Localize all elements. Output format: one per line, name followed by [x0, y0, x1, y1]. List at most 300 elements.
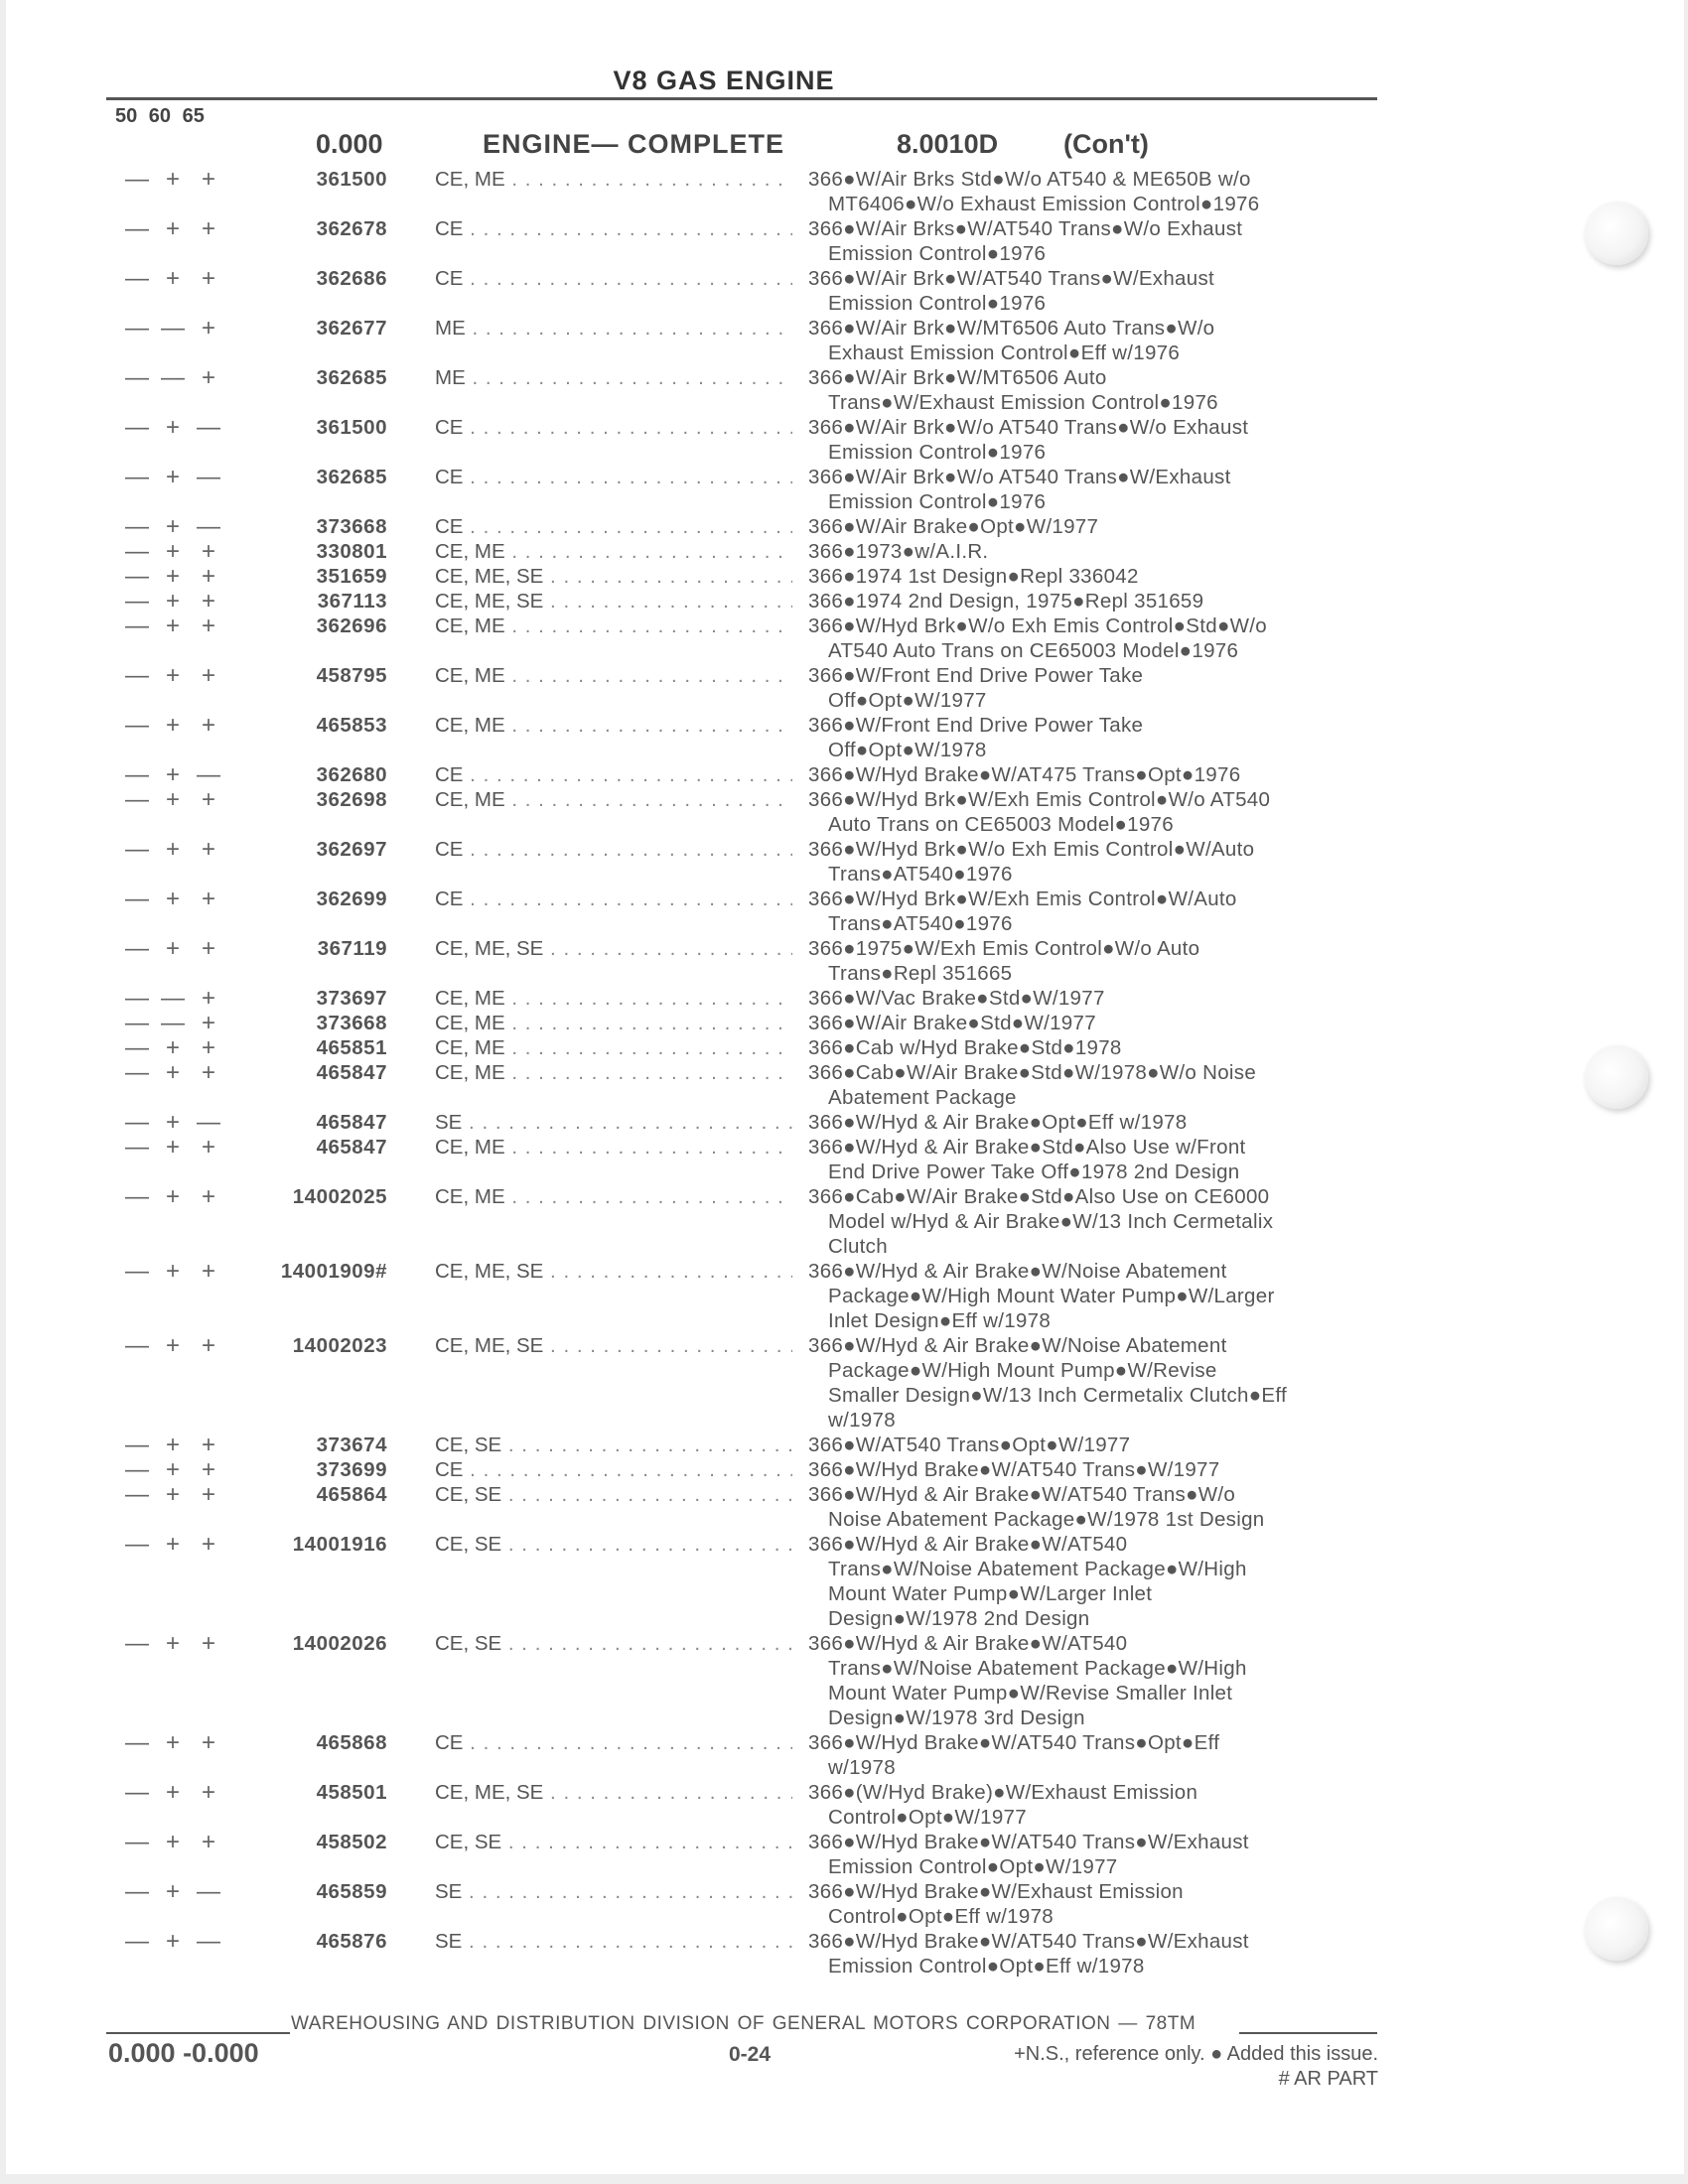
- part-description: [808, 887, 1384, 936]
- part-number: 458502: [316, 1831, 387, 1853]
- description-line: 366●1973●w/A.I.R.: [808, 540, 989, 563]
- part-row: [0, 1259, 1688, 1333]
- section-name: ENGINE— COMPLETE: [483, 129, 785, 159]
- part-description: [808, 1110, 1384, 1135]
- part-description: [808, 266, 1384, 316]
- year-mark: —: [125, 1134, 149, 1160]
- application-models: CE, SE . . .: [435, 1631, 792, 1656]
- year-mark: +: [165, 1729, 180, 1756]
- footer-rule-right: [1239, 2032, 1377, 2034]
- description-line: 366●W/Air Brk●W/o AT540 Trans●W/Exhaust: [808, 466, 1231, 488]
- year-mark: +: [165, 1059, 180, 1086]
- description-line: Emission Control●Opt●Eff w/1978: [828, 1955, 1145, 1978]
- application-models: CE, ME, SE . . .: [435, 1780, 792, 1805]
- year-mark: —: [125, 315, 149, 341]
- part-number: 367119: [317, 937, 387, 960]
- part-number: 465847: [316, 1111, 387, 1134]
- description-line: 366●W/Hyd Brk●W/Exh Emis Control●W/Auto: [808, 887, 1237, 910]
- description-line: Package●W/High Mount Pump●W/Revise: [828, 1359, 1217, 1382]
- part-number: 14002026: [292, 1632, 387, 1655]
- description-line: Emission Control●1976: [828, 242, 1047, 265]
- part-number: 362680: [316, 763, 387, 786]
- part-number: 465876: [316, 1930, 387, 1953]
- part-row: [0, 216, 1688, 266]
- description-line: 366●Cab●W/Air Brake●Std●W/1978●W/o Noise: [808, 1061, 1257, 1084]
- part-number: 373668: [316, 515, 387, 538]
- year-mark: +: [201, 364, 215, 391]
- part-row: [0, 1457, 1688, 1482]
- application-models: CE . . .: [435, 1457, 792, 1482]
- binder-hole: [1585, 1045, 1648, 1109]
- description-line: Design●W/1978 3rd Design: [828, 1706, 1085, 1729]
- year-mark: —: [125, 786, 149, 813]
- description-line: 366●W/Air Brake●Opt●W/1977: [808, 515, 1099, 538]
- part-row: [0, 167, 1688, 216]
- part-description: [808, 787, 1384, 837]
- year-mark: —: [125, 712, 149, 739]
- year-mark: —: [125, 1531, 149, 1558]
- application-models: CE, ME . . .: [435, 1011, 792, 1035]
- year-mark: +: [201, 215, 215, 242]
- description-line: 366●W/Hyd Brake●W/AT540 Trans●W/Exhaust: [808, 1831, 1249, 1853]
- year-mark: —: [125, 538, 149, 565]
- year-mark: —: [125, 1928, 149, 1955]
- part-row: [0, 1060, 1688, 1110]
- application-models: CE, SE . . .: [435, 1830, 792, 1854]
- year-mark: +: [165, 166, 180, 193]
- part-description: [808, 762, 1384, 787]
- year-mark: +: [165, 563, 180, 590]
- year-mark: —: [125, 1630, 149, 1657]
- year-mark: +: [165, 1183, 180, 1210]
- year-mark: —: [125, 1779, 149, 1806]
- year-mark: +: [165, 1878, 180, 1905]
- part-number: 14002023: [292, 1334, 387, 1357]
- year-mark: —: [125, 886, 149, 912]
- year-mark: +: [165, 513, 180, 540]
- application-models: CE . . .: [435, 415, 792, 440]
- description-line: 366●W/AT540 Trans●Opt●W/1977: [808, 1433, 1131, 1456]
- year-mark: —: [125, 836, 149, 863]
- part-number: 362685: [316, 366, 387, 389]
- description-line: 366●Cab w/Hyd Brake●Std●1978: [808, 1036, 1122, 1059]
- application-models: CE, SE . . .: [435, 1532, 792, 1557]
- year-mark: —: [197, 761, 220, 788]
- description-line: 366●W/Hyd & Air Brake●W/Noise Abatement: [808, 1260, 1227, 1283]
- year-mark: +: [165, 464, 180, 490]
- part-number: 373699: [316, 1458, 387, 1481]
- description-line: 366●W/Hyd & Air Brake●Opt●Eff w/1978: [808, 1111, 1188, 1134]
- part-row: [0, 1879, 1688, 1929]
- year-mark: —: [125, 588, 149, 614]
- year-mark: +: [201, 563, 215, 590]
- application-models: CE, ME . . .: [435, 986, 792, 1011]
- description-line: w/1978: [828, 1756, 896, 1779]
- part-description: [808, 589, 1384, 614]
- year-mark: +: [165, 1432, 180, 1458]
- description-line: 366●W/Hyd Brk●W/Exh Emis Control●W/o AT540: [808, 788, 1271, 811]
- year-mark: —: [125, 1034, 149, 1061]
- part-number: 465853: [316, 714, 387, 737]
- section-code: 0.000: [316, 129, 383, 159]
- description-line: Trans●W/Noise Abatement Package●W/High: [828, 1558, 1247, 1580]
- part-number: 362698: [316, 788, 387, 811]
- year-mark: +: [201, 1183, 215, 1210]
- year-mark: +: [201, 1258, 215, 1285]
- description-line: 366●1974 2nd Design, 1975●Repl 351659: [808, 590, 1204, 613]
- parts-list: [0, 167, 1688, 1979]
- application-models: CE, SE . . .: [435, 1482, 792, 1507]
- year-mark: +: [165, 588, 180, 614]
- year-mark: —: [125, 613, 149, 639]
- description-line: 366●W/Hyd Brake●W/AT540 Trans●W/1977: [808, 1458, 1220, 1481]
- year-mark: +: [201, 886, 215, 912]
- description-line: 366●W/Hyd & Air Brake●W/AT540 Trans●W/o: [808, 1483, 1236, 1506]
- footer-group-range: 0.000 -0.000: [108, 2038, 259, 2068]
- description-line: Emission Control●1976: [828, 490, 1047, 513]
- part-row: [0, 316, 1688, 365]
- part-description: [808, 1433, 1384, 1457]
- part-number: 362678: [316, 217, 387, 240]
- year-mark: —: [161, 985, 185, 1012]
- application-models: ME . . .: [435, 316, 792, 341]
- year-mark: +: [201, 1456, 215, 1483]
- application-models: CE, ME, SE . . .: [435, 1259, 792, 1284]
- description-line: Design●W/1978 2nd Design: [828, 1607, 1090, 1630]
- year-mark: —: [125, 1432, 149, 1458]
- part-description: [808, 1333, 1384, 1433]
- part-number: 351659: [316, 565, 387, 588]
- description-line: Trans●AT540●1976: [828, 912, 1013, 935]
- year-mark: —: [125, 464, 149, 490]
- description-line: Emission Control●Opt●W/1977: [828, 1855, 1118, 1878]
- description-line: 366●W/Hyd Brk●W/o Exh Emis Control●W/Auto: [808, 838, 1255, 861]
- header-rule: [106, 97, 1377, 100]
- year-mark: +: [201, 985, 215, 1012]
- part-description: [808, 1780, 1384, 1830]
- part-row: [0, 564, 1688, 589]
- year-mark: +: [165, 265, 180, 292]
- application-models: CE, ME . . .: [435, 167, 792, 192]
- year-mark: —: [125, 1258, 149, 1285]
- part-row: [0, 762, 1688, 787]
- part-description: [808, 1631, 1384, 1730]
- year-mark: +: [201, 1059, 215, 1086]
- year-mark: —: [125, 1010, 149, 1036]
- application-models: CE, ME . . .: [435, 614, 792, 638]
- part-description: [808, 1135, 1384, 1184]
- year-mark: +: [201, 712, 215, 739]
- part-row: [0, 887, 1688, 936]
- part-number: 362686: [316, 267, 387, 290]
- year-mark: +: [165, 1481, 180, 1508]
- description-line: 366●W/Front End Drive Power Take: [808, 664, 1144, 687]
- year-mark: —: [161, 315, 185, 341]
- part-description: [808, 986, 1384, 1011]
- description-line: 366●W/Front End Drive Power Take: [808, 714, 1144, 737]
- part-row: [0, 514, 1688, 539]
- part-description: [808, 465, 1384, 514]
- year-mark: +: [165, 786, 180, 813]
- part-row: [0, 1333, 1688, 1433]
- description-line: End Drive Power Take Off●1978 2nd Design: [828, 1160, 1240, 1183]
- part-number: 362677: [316, 317, 387, 340]
- year-mark: +: [165, 215, 180, 242]
- part-description: [808, 1879, 1384, 1929]
- part-row: [0, 539, 1688, 564]
- year-mark: +: [165, 935, 180, 962]
- part-description: [808, 365, 1384, 415]
- description-line: Trans●AT540●1976: [828, 863, 1013, 886]
- year-mark: —: [125, 563, 149, 590]
- application-models: SE . . .: [435, 1929, 792, 1954]
- application-models: SE . . .: [435, 1879, 792, 1904]
- part-description: [808, 1532, 1384, 1631]
- part-number: 361500: [316, 416, 387, 439]
- description-line: Off●Opt●W/1977: [828, 689, 987, 712]
- year-mark: +: [165, 1829, 180, 1855]
- part-row: [0, 936, 1688, 986]
- application-models: CE, ME, SE . . .: [435, 589, 792, 614]
- part-row: [0, 589, 1688, 614]
- part-number: 465847: [316, 1136, 387, 1159]
- year-mark: —: [125, 265, 149, 292]
- application-models: CE, SE . . .: [435, 1433, 792, 1457]
- part-description: [808, 167, 1384, 216]
- part-row: [0, 1929, 1688, 1979]
- year-mark: —: [161, 364, 185, 391]
- application-models: CE, ME . . .: [435, 713, 792, 738]
- binder-hole: [1585, 1897, 1648, 1961]
- description-line: 366●W/Vac Brake●Std●W/1977: [808, 987, 1105, 1010]
- year-mark: +: [201, 1010, 215, 1036]
- part-number: 458795: [316, 664, 387, 687]
- year-mark: —: [125, 1481, 149, 1508]
- part-row: [0, 1631, 1688, 1730]
- description-line: 366●W/Hyd Brake●W/AT475 Trans●Opt●1976: [808, 763, 1241, 786]
- description-line: Smaller Design●W/13 Inch Cermetalix Clutch●Eff: [828, 1384, 1288, 1407]
- year-mark: —: [125, 1332, 149, 1359]
- year-mark: +: [201, 1779, 215, 1806]
- year-mark: +: [201, 1481, 215, 1508]
- part-row: [0, 465, 1688, 514]
- part-number: 373674: [316, 1433, 387, 1456]
- description-line: 366●W/Hyd & Air Brake●Std●Also Use w/Front: [808, 1136, 1246, 1159]
- year-mark: +: [201, 836, 215, 863]
- description-line: Exhaust Emission Control●Eff w/1976: [828, 341, 1181, 364]
- year-mark: +: [201, 1630, 215, 1657]
- description-line: 366●W/Air Brk●W/MT6506 Auto Trans●W/o: [808, 317, 1215, 340]
- description-line: Model w/Hyd & Air Brake●W/13 Inch Cermetalix: [828, 1210, 1274, 1233]
- part-number: 361500: [316, 168, 387, 191]
- year-mark: +: [201, 588, 215, 614]
- application-models: CE, ME . . .: [435, 539, 792, 564]
- description-line: Trans●W/Noise Abatement Package●W/High: [828, 1657, 1247, 1680]
- part-description: [808, 1482, 1384, 1532]
- part-description: [808, 564, 1384, 589]
- part-description: [808, 1035, 1384, 1060]
- description-line: 366●W/Air Brake●Std●W/1977: [808, 1012, 1096, 1034]
- year-mark: +: [165, 1630, 180, 1657]
- application-models: SE . . .: [435, 1110, 792, 1135]
- description-line: 366●(W/Hyd Brake)●W/Exhaust Emission: [808, 1781, 1198, 1804]
- description-line: Mount Water Pump●W/Revise Smaller Inlet: [828, 1682, 1233, 1705]
- part-description: [808, 614, 1384, 663]
- year-mark: +: [165, 1456, 180, 1483]
- year-mark: +: [201, 1034, 215, 1061]
- description-line: Off●Opt●W/1978: [828, 739, 987, 761]
- part-description: [808, 1830, 1384, 1879]
- application-models: CE, ME, SE . . .: [435, 1333, 792, 1358]
- description-line: Abatement Package: [828, 1086, 1017, 1109]
- section-continued: (Con't): [1063, 129, 1149, 159]
- part-row: [0, 713, 1688, 762]
- part-row: [0, 1184, 1688, 1259]
- part-row: [0, 787, 1688, 837]
- description-line: 366●Cab●W/Air Brake●Std●Also Use on CE6000: [808, 1185, 1270, 1208]
- description-line: Control●Opt●Eff w/1978: [828, 1905, 1054, 1928]
- description-line: Emission Control●1976: [828, 292, 1047, 315]
- application-models: CE . . .: [435, 514, 792, 539]
- part-description: [808, 1730, 1384, 1780]
- part-description: [808, 1929, 1384, 1979]
- year-mark: +: [165, 886, 180, 912]
- year-mark: —: [125, 1109, 149, 1136]
- year-mark: —: [197, 414, 220, 441]
- description-line: Clutch: [828, 1235, 888, 1258]
- year-mark: +: [201, 1432, 215, 1458]
- year-mark: —: [125, 1183, 149, 1210]
- year-mark: +: [201, 1332, 215, 1359]
- application-models: CE, ME . . .: [435, 1060, 792, 1085]
- year-mark: +: [201, 1729, 215, 1756]
- part-number: 367113: [317, 590, 387, 613]
- description-line: 366●W/Air Brk●W/AT540 Trans●W/Exhaust: [808, 267, 1214, 290]
- year-mark: —: [125, 985, 149, 1012]
- description-line: 366●W/Hyd Brake●W/AT540 Trans●W/Exhaust: [808, 1930, 1249, 1953]
- description-line: 366●W/Hyd & Air Brake●W/Noise Abatement: [808, 1334, 1227, 1357]
- part-row: [0, 1532, 1688, 1631]
- application-models: CE . . .: [435, 266, 792, 291]
- part-number: 465847: [316, 1061, 387, 1084]
- part-description: [808, 1259, 1384, 1333]
- application-models: CE, ME, SE . . .: [435, 564, 792, 589]
- year-mark: +: [165, 1258, 180, 1285]
- year-mark: +: [165, 1928, 180, 1955]
- application-models: CE . . .: [435, 887, 792, 911]
- description-line: 366●W/Air Brks Std●W/o AT540 & ME650B w/o: [808, 168, 1251, 191]
- application-models: CE, ME . . .: [435, 1135, 792, 1160]
- year-mark: +: [201, 315, 215, 341]
- description-line: 366●W/Hyd & Air Brake●W/AT540: [808, 1533, 1128, 1556]
- part-description: [808, 415, 1384, 465]
- year-mark: +: [201, 1829, 215, 1855]
- description-line: MT6406●W/o Exhaust Emission Control●1976: [828, 193, 1260, 215]
- part-number: 465851: [316, 1036, 387, 1059]
- part-row: [0, 986, 1688, 1011]
- part-number: 14002025: [292, 1185, 387, 1208]
- year-mark: —: [125, 1729, 149, 1756]
- description-line: 366●W/Air Brk●W/MT6506 Auto: [808, 366, 1107, 389]
- year-mark: —: [125, 1829, 149, 1855]
- part-row: [0, 1110, 1688, 1135]
- description-line: Noise Abatement Package●W/1978 1st Design: [828, 1508, 1265, 1531]
- description-line: Mount Water Pump●W/Larger Inlet: [828, 1582, 1153, 1605]
- description-line: w/1978: [828, 1409, 896, 1432]
- year-mark: +: [165, 662, 180, 689]
- description-line: 366●W/Hyd Brk●W/o Exh Emis Control●Std●W/o: [808, 614, 1267, 637]
- part-row: [0, 1830, 1688, 1879]
- part-number: 458501: [316, 1781, 387, 1804]
- page-number: 0-24: [729, 2043, 772, 2066]
- year-mark: +: [165, 1134, 180, 1160]
- page-title: V8 GAS ENGINE: [613, 66, 835, 95]
- application-models: CE, ME . . .: [435, 1184, 792, 1209]
- application-models: CE . . .: [435, 216, 792, 241]
- part-row: [0, 1011, 1688, 1035]
- description-line: Inlet Design●Eff w/1978: [828, 1309, 1052, 1332]
- year-mark: —: [197, 1109, 220, 1136]
- year-mark: +: [201, 935, 215, 962]
- year-mark: —: [125, 364, 149, 391]
- year-mark: +: [165, 1332, 180, 1359]
- year-mark: —: [125, 1878, 149, 1905]
- part-description: [808, 216, 1384, 266]
- part-row: [0, 415, 1688, 465]
- year-mark: —: [197, 464, 220, 490]
- part-row: [0, 1035, 1688, 1060]
- year-mark: —: [125, 166, 149, 193]
- part-row: [0, 266, 1688, 316]
- year-mark: —: [125, 935, 149, 962]
- part-row: [0, 1730, 1688, 1780]
- year-mark: —: [125, 1456, 149, 1483]
- description-line: Trans●W/Exhaust Emission Control●1976: [828, 391, 1218, 414]
- description-line: AT540 Auto Trans on CE65003 Model●1976: [828, 639, 1239, 662]
- description-line: Trans●Repl 351665: [828, 962, 1013, 985]
- part-description: [808, 663, 1384, 713]
- application-models: CE . . .: [435, 837, 792, 862]
- application-models: CE, ME, SE . . .: [435, 936, 792, 961]
- part-row: [0, 1482, 1688, 1532]
- part-number: 465868: [316, 1731, 387, 1754]
- year-mark: +: [201, 166, 215, 193]
- part-number: 373668: [316, 1012, 387, 1034]
- part-number: 362697: [316, 838, 387, 861]
- year-mark: —: [197, 1878, 220, 1905]
- part-number: 362696: [316, 614, 387, 637]
- description-line: 366●W/Hyd Brake●W/Exhaust Emission: [808, 1880, 1184, 1903]
- year-mark: —: [197, 1928, 220, 1955]
- year-mark: +: [165, 836, 180, 863]
- part-number: 373697: [316, 987, 387, 1010]
- part-description: [808, 514, 1384, 539]
- year-mark: +: [165, 1779, 180, 1806]
- year-mark: +: [165, 1531, 180, 1558]
- year-mark: +: [201, 613, 215, 639]
- year-mark: —: [125, 215, 149, 242]
- part-number: 465864: [316, 1483, 387, 1506]
- footer-rule-left: [106, 2032, 290, 2034]
- part-description: [808, 936, 1384, 986]
- year-mark: +: [201, 1134, 215, 1160]
- description-line: 366●W/Hyd Brake●W/AT540 Trans●Opt●Eff: [808, 1731, 1220, 1754]
- application-models: CE . . .: [435, 1730, 792, 1755]
- year-mark: —: [125, 414, 149, 441]
- year-mark: +: [165, 538, 180, 565]
- application-models: CE, ME . . .: [435, 663, 792, 688]
- year-mark: +: [165, 761, 180, 788]
